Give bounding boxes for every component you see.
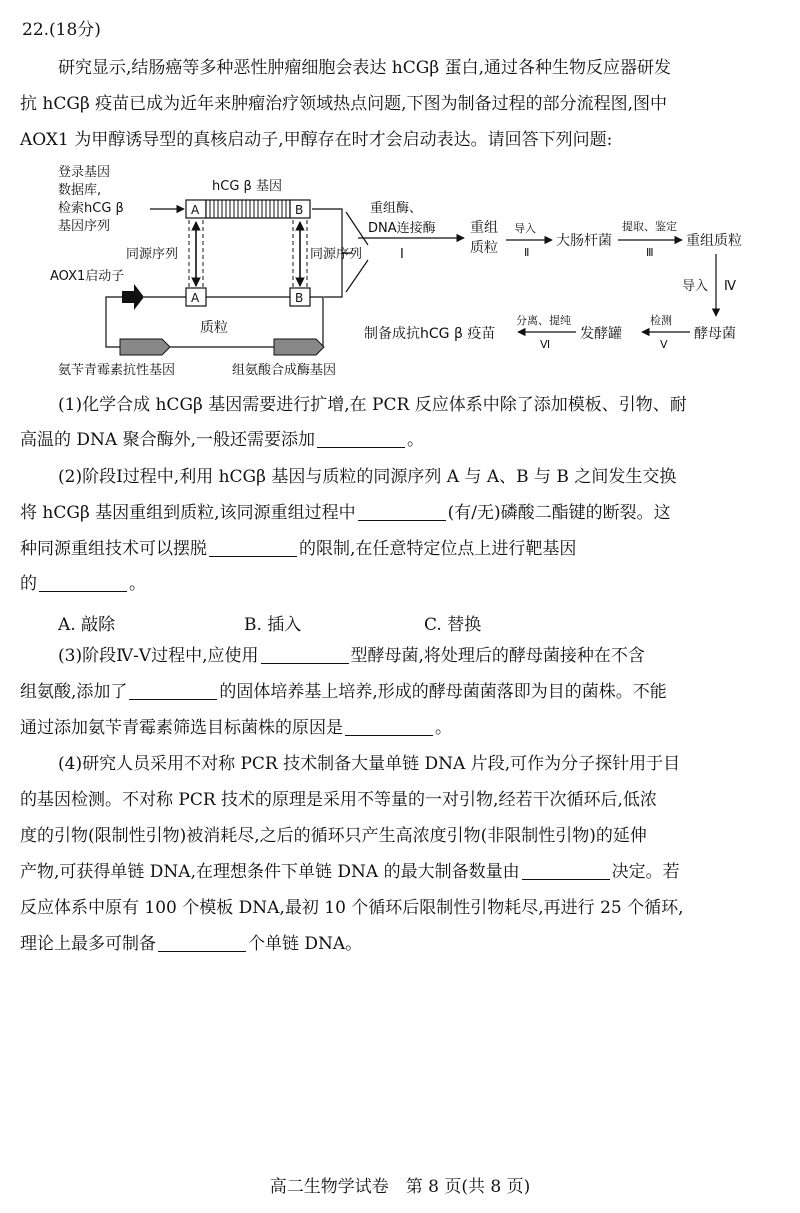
- merge-line-top: [346, 212, 368, 245]
- gene-db-text-3: 检索hCG β: [58, 201, 124, 216]
- step-2-label: Ⅱ: [524, 246, 530, 259]
- step-5-action: 检测: [650, 314, 672, 327]
- question-number: 22.: [22, 20, 50, 40]
- q2-line-2-end: (有/无)磷酸二酯键的断裂。这: [447, 503, 671, 523]
- gene-body: [206, 200, 290, 218]
- step-6-action: 分离、提纯: [516, 314, 571, 327]
- q2-blank-2[interactable]: [209, 540, 297, 557]
- q4-line-4-text: 产物,可获得单链 DNA,在理想条件下单链 DNA 的最大制备数量由: [20, 862, 520, 882]
- step-4-action: 导入: [682, 279, 709, 294]
- q3-line-1-text: (3)阶段Ⅳ-Ⅴ过程中,应使用: [58, 646, 259, 666]
- plasmid-box-b-label: B: [295, 291, 304, 305]
- yeast-label: 酵母菌: [694, 326, 736, 342]
- q3-line-2: [20, 682, 667, 702]
- q2-line-4-end: 。: [129, 574, 146, 594]
- q3-line-2-end: 的固体培养基上培养,形成的酵母菌菌落即为目的菌株。不能: [219, 682, 667, 702]
- plasmid-box-a-label: A: [191, 291, 200, 305]
- step-2-action: 导入: [514, 222, 536, 235]
- q4-line-5: 反应体系中原有 100 个模板 DNA,最初 10 个循环后限制性引物耗尽,再进行 25 个循环,: [20, 898, 684, 918]
- intro-line-3: AOX1 为甲醇诱导型的真核启动子,甲醇存在时才会启动表达。请回答下列问题:: [20, 130, 613, 150]
- gene-box-b-top-label: B: [295, 203, 304, 217]
- q1-line-2-text: 高温的 DNA 聚合酶外,一般还需要添加: [20, 430, 315, 450]
- recomb-plasmid-2: 质粒: [470, 240, 498, 256]
- step-3-action: 提取、鉴定: [622, 220, 677, 233]
- q4-line-6-end: 个单链 DNA。: [248, 934, 363, 954]
- q4-line-6-text: 理论上最多可制备: [20, 934, 156, 954]
- step-6-label: Ⅵ: [540, 338, 551, 351]
- q4-blank-2[interactable]: [158, 935, 246, 952]
- q2-line-3-text: 种同源重组技术可以摆脱: [20, 539, 207, 559]
- promoter-label: AOX1启动子: [50, 269, 125, 284]
- ecoli-label: 大肠杆菌: [556, 233, 612, 249]
- resistance-gene-shape: [120, 339, 170, 355]
- step-3-label: Ⅲ: [646, 246, 654, 259]
- option-b[interactable]: B. 插入: [244, 615, 302, 635]
- q3-line-3: [20, 718, 452, 738]
- homologous-label-right: 同源序列: [310, 247, 363, 262]
- q3-blank-2[interactable]: [129, 683, 217, 700]
- gene-db-text-4: 基因序列: [58, 219, 111, 234]
- q2-blank-1[interactable]: [358, 504, 446, 521]
- q4-line-4-end: 决定。若: [611, 862, 680, 882]
- q1-line-2-end: 。: [407, 430, 424, 450]
- fermenter-label: 发酵罐: [580, 326, 622, 342]
- q4-line-6: [20, 934, 362, 954]
- q4-blank-1[interactable]: [522, 863, 610, 880]
- gene-db-text-1: 登录基因: [58, 165, 111, 180]
- homologous-label-left: 同源序列: [126, 247, 179, 262]
- q2-line-4: [20, 574, 146, 594]
- question-score: (18分): [49, 20, 101, 40]
- question-header: [22, 20, 101, 40]
- merge-line-bottom: [346, 260, 368, 292]
- q3-blank-1[interactable]: [261, 647, 349, 664]
- plasmid-label: 质粒: [200, 320, 228, 336]
- promoter-arrow-icon: [122, 284, 144, 310]
- flow-diagram: [40, 160, 780, 380]
- q4-line-4: [20, 862, 680, 882]
- q3-line-3-end: 。: [435, 718, 452, 738]
- histidine-gene-label: 组氨酸合成酶基因: [232, 363, 337, 378]
- option-c[interactable]: C. 替换: [424, 615, 482, 635]
- gene-label: hCG β 基因: [212, 179, 282, 194]
- intro-line-1: 研究显示,结肠癌等多种恶性肿瘤细胞会表达 hCGβ 蛋白,通过各种生物反应器研发: [58, 58, 671, 78]
- page-footer: 高二生物学试卷 第 8 页(共 8 页): [269, 1177, 531, 1197]
- enzyme-label-2: DNA连接酶: [368, 221, 436, 236]
- step-5-label: Ⅴ: [660, 338, 668, 351]
- q2-line-2: [20, 503, 671, 523]
- intro-line-2: 抗 hCGβ 疫苗已成为近年来肿瘤治疗领域热点问题,下图为制备过程的部分流程图,图中: [20, 94, 667, 114]
- q4-line-1: (4)研究人员采用不对称 PCR 技术制备大量单链 DNA 片段,可作为分子探针用于目: [58, 754, 681, 774]
- q4-line-2: 的基因检测。不对称 PCR 技术的原理是采用不等量的一对引物,经若干次循环后,低浓: [20, 790, 657, 810]
- recomb-plasmid-1: 重组: [470, 220, 498, 236]
- q3-line-1-end: 型酵母菌,将处理后的酵母菌接种在不含: [350, 646, 645, 666]
- recomb-plasmid-full: 重组质粒: [686, 233, 742, 249]
- gene-box-a-top-label: A: [191, 203, 200, 217]
- q3-blank-3[interactable]: [345, 719, 433, 736]
- q2-blank-3[interactable]: [39, 575, 127, 592]
- option-a[interactable]: A. 敲除: [58, 615, 116, 635]
- q2-line-3: [20, 539, 576, 559]
- enzyme-label-1: 重组酶、: [370, 201, 423, 216]
- q2-line-4-text: 的: [20, 574, 37, 594]
- q3-line-3-text: 通过添加氨苄青霉素筛选目标菌株的原因是: [20, 718, 343, 738]
- q4-line-3: 度的引物(限制性引物)被消耗尽,之后的循环只产生高浓度引物(非限制性引物)的延伸: [20, 826, 647, 846]
- resistance-gene-label: 氨苄青霉素抗性基因: [58, 363, 176, 378]
- q2-line-2-text: 将 hCGβ 基因重组到质粒,该同源重组过程中: [20, 503, 356, 523]
- gene-db-text-2: 数据库,: [58, 183, 102, 198]
- q2-line-1: (2)阶段Ⅰ过程中,利用 hCGβ 基因与质粒的同源序列 A 与 A、B 与 B 之间发生交换: [58, 467, 677, 487]
- histidine-gene-shape: [274, 339, 324, 355]
- step-4-label: Ⅳ: [724, 279, 736, 294]
- q2-line-3-end: 的限制,在任意特定位点上进行靶基因: [299, 539, 577, 559]
- q3-line-2-text: 组氨酸,添加了: [20, 682, 128, 702]
- vaccine-label: 制备成抗hCG β 疫苗: [364, 326, 496, 342]
- q1-answer-blank[interactable]: [317, 431, 405, 448]
- q3-line-1: [58, 646, 645, 666]
- q1-line-2: [20, 430, 424, 450]
- q1-line-1: (1)化学合成 hCGβ 基因需要进行扩增,在 PCR 反应体系中除了添加模板、引物、耐: [58, 395, 687, 415]
- step-1-label: Ⅰ: [400, 247, 404, 262]
